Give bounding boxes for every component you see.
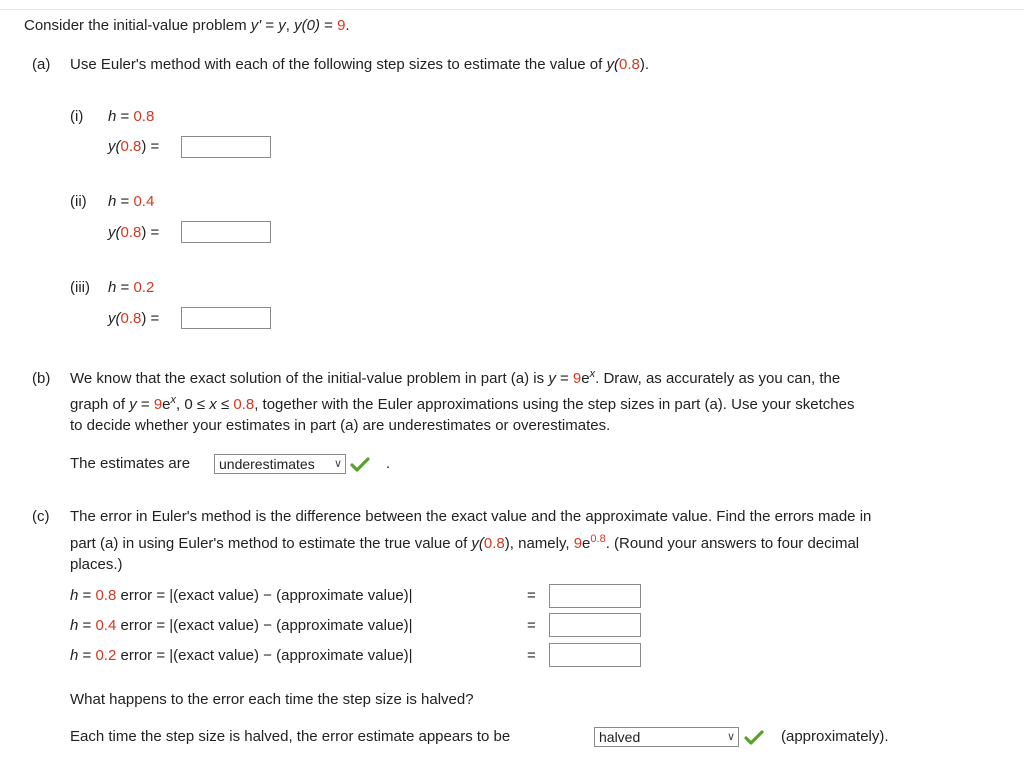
initial-condition-lhs: y(0)	[294, 17, 320, 34]
part-b-line1	[70, 370, 840, 387]
part-b-line2-max: 0.8	[233, 396, 255, 413]
ode-equals: =	[261, 17, 279, 34]
part-b-line2-coef: 9	[153, 396, 163, 413]
y-x: 0.8	[120, 224, 142, 241]
h-value: 0.4	[95, 617, 117, 634]
checkmark-icon	[744, 730, 764, 746]
checkmark-icon	[350, 457, 370, 473]
item-iii-roman: (iii)	[70, 279, 90, 296]
estimates-select[interactable]	[214, 454, 346, 474]
h-label: h	[108, 193, 117, 210]
y-prefix: y(	[108, 224, 121, 241]
y-suffix: ) =	[141, 138, 160, 155]
error-formula: error = |(exact value) − (approximate value)|	[116, 647, 413, 664]
part-c-line2-y: y(	[471, 535, 484, 552]
part-b-line2	[70, 396, 855, 413]
h-equals: =	[78, 587, 96, 604]
part-b-line2-eq: =	[136, 396, 154, 413]
h-label: h	[70, 617, 79, 634]
halved-selected-value: halved	[599, 729, 641, 745]
halving-question: What happens to the error each time the step size is halved?	[70, 691, 474, 708]
error-formula: error = |(exact value) − (approximate value)|	[116, 617, 413, 634]
answer-input-a-iii[interactable]	[181, 307, 271, 329]
part-c-line2-text: part (a) in using Euler's method to estimate the true value of	[70, 535, 468, 552]
ode-rhs: y	[278, 17, 286, 34]
ic-equals: =	[319, 17, 338, 34]
error-formula: error = |(exact value) − (approximate value)|	[116, 587, 413, 604]
part-b-line2-range: , 0 ≤	[176, 396, 206, 413]
part-b-line2-exp: x	[170, 394, 177, 406]
y-prefix: y(	[108, 138, 121, 155]
error-input-h-0-8[interactable]	[549, 584, 641, 608]
item-iii-h	[108, 279, 154, 296]
error-row-1-eq: =	[527, 587, 536, 604]
estimates-end: .	[386, 455, 391, 472]
part-b-line1-coef: 9	[572, 370, 582, 387]
part-b-line2-x: x	[209, 396, 217, 413]
error-input-h-0-4[interactable]	[549, 613, 641, 637]
error-row-3-eq: =	[527, 647, 536, 664]
h-label: h	[70, 587, 79, 604]
ic-separator: ,	[285, 17, 295, 34]
part-c-line2	[70, 535, 859, 552]
part-b-line2-e: e	[162, 396, 171, 413]
answer-input-a-i[interactable]	[181, 136, 271, 158]
h-value: 0.8	[95, 587, 117, 604]
part-c-line2-exp: 0.8	[590, 533, 606, 545]
part-b-line1-y: y	[548, 370, 556, 387]
item-ii-roman: (ii)	[70, 193, 87, 210]
y-x: 0.8	[120, 138, 142, 155]
part-a-target-y: y(	[606, 56, 619, 73]
error-row-1	[70, 587, 413, 604]
part-b-line2-text: graph of	[70, 396, 126, 413]
error-row-3	[70, 647, 413, 664]
item-i-roman: (i)	[70, 108, 84, 125]
y-x: 0.8	[120, 310, 142, 327]
problem-statement	[24, 17, 350, 34]
h-value: 0.4	[133, 193, 155, 210]
item-ii-h	[108, 193, 154, 210]
top-divider	[0, 9, 1024, 10]
h-equals: =	[78, 647, 96, 664]
part-a-text	[70, 56, 649, 73]
part-b-line2-end: , together with the Euler approximations using the step sizes in part (a). Use your sketches	[254, 396, 855, 413]
h-label: h	[108, 108, 117, 125]
estimates-selected-value: underestimates	[219, 456, 315, 472]
part-b-label: (b)	[32, 370, 51, 387]
part-c-line3: places.)	[70, 556, 123, 573]
part-c-line2-end: . (Round your answers to four decimal	[605, 535, 860, 552]
h-equals: =	[116, 108, 134, 125]
h-value: 0.2	[133, 279, 155, 296]
h-label: h	[70, 647, 79, 664]
problem-period: .	[345, 17, 350, 34]
item-ii-y	[108, 224, 159, 241]
part-b-line1-exp: x	[589, 368, 596, 380]
chevron-down-icon: ∨	[726, 731, 735, 743]
halved-select[interactable]	[594, 727, 739, 747]
part-a-label: (a)	[32, 56, 51, 73]
ode-lhs: y'	[250, 17, 262, 34]
part-b-line1-text: We know that the exact solution of the initial-value problem in part (a) is	[70, 370, 545, 387]
h-equals: =	[116, 193, 134, 210]
part-a-instruction: Use Euler's method with each of the following step sizes to estimate the value of	[70, 56, 603, 73]
part-c-line2-coef: 9	[573, 535, 583, 552]
error-row-2-eq: =	[527, 617, 536, 634]
part-b-line2-y: y	[129, 396, 137, 413]
error-row-2	[70, 617, 413, 634]
estimates-label: The estimates are	[70, 455, 191, 472]
y-prefix: y(	[108, 310, 121, 327]
part-b-line2-le: ≤	[220, 396, 230, 413]
part-c-line2-e: e	[582, 535, 591, 552]
part-c-label: (c)	[32, 508, 50, 525]
part-a-target-close: ).	[639, 56, 650, 73]
h-equals: =	[78, 617, 96, 634]
problem-intro: Consider the initial-value problem	[24, 17, 247, 34]
part-c-line1: The error in Euler's method is the difference between the exact value and the approximate value. Find the errors made in	[70, 508, 872, 525]
each-time-text: Each time the step size is halved, the error estimate appears to be	[70, 728, 511, 745]
item-i-h	[108, 108, 154, 125]
item-iii-y	[108, 310, 159, 327]
y-suffix: ) =	[141, 224, 160, 241]
item-i-y	[108, 138, 159, 155]
initial-condition-value: 9	[337, 17, 346, 34]
chevron-down-icon: ∨	[333, 458, 342, 470]
part-b-line1-e: e	[581, 370, 590, 387]
h-label: h	[108, 279, 117, 296]
approximately-text: (approximately).	[781, 728, 889, 745]
part-c-line2-namely: ), namely,	[504, 535, 570, 552]
h-value: 0.2	[95, 647, 117, 664]
part-b-line1-eq: =	[555, 370, 573, 387]
h-value: 0.8	[133, 108, 155, 125]
h-equals: =	[116, 279, 134, 296]
part-b-line3: to decide whether your estimates in part (a) are underestimates or overestimates.	[70, 417, 611, 434]
part-a-target-x: 0.8	[618, 56, 640, 73]
part-c-line2-x: 0.8	[483, 535, 505, 552]
part-b-line1-end: . Draw, as accurately as you can, the	[595, 370, 841, 387]
error-input-h-0-2[interactable]	[549, 643, 641, 667]
answer-input-a-ii[interactable]	[181, 221, 271, 243]
y-suffix: ) =	[141, 310, 160, 327]
